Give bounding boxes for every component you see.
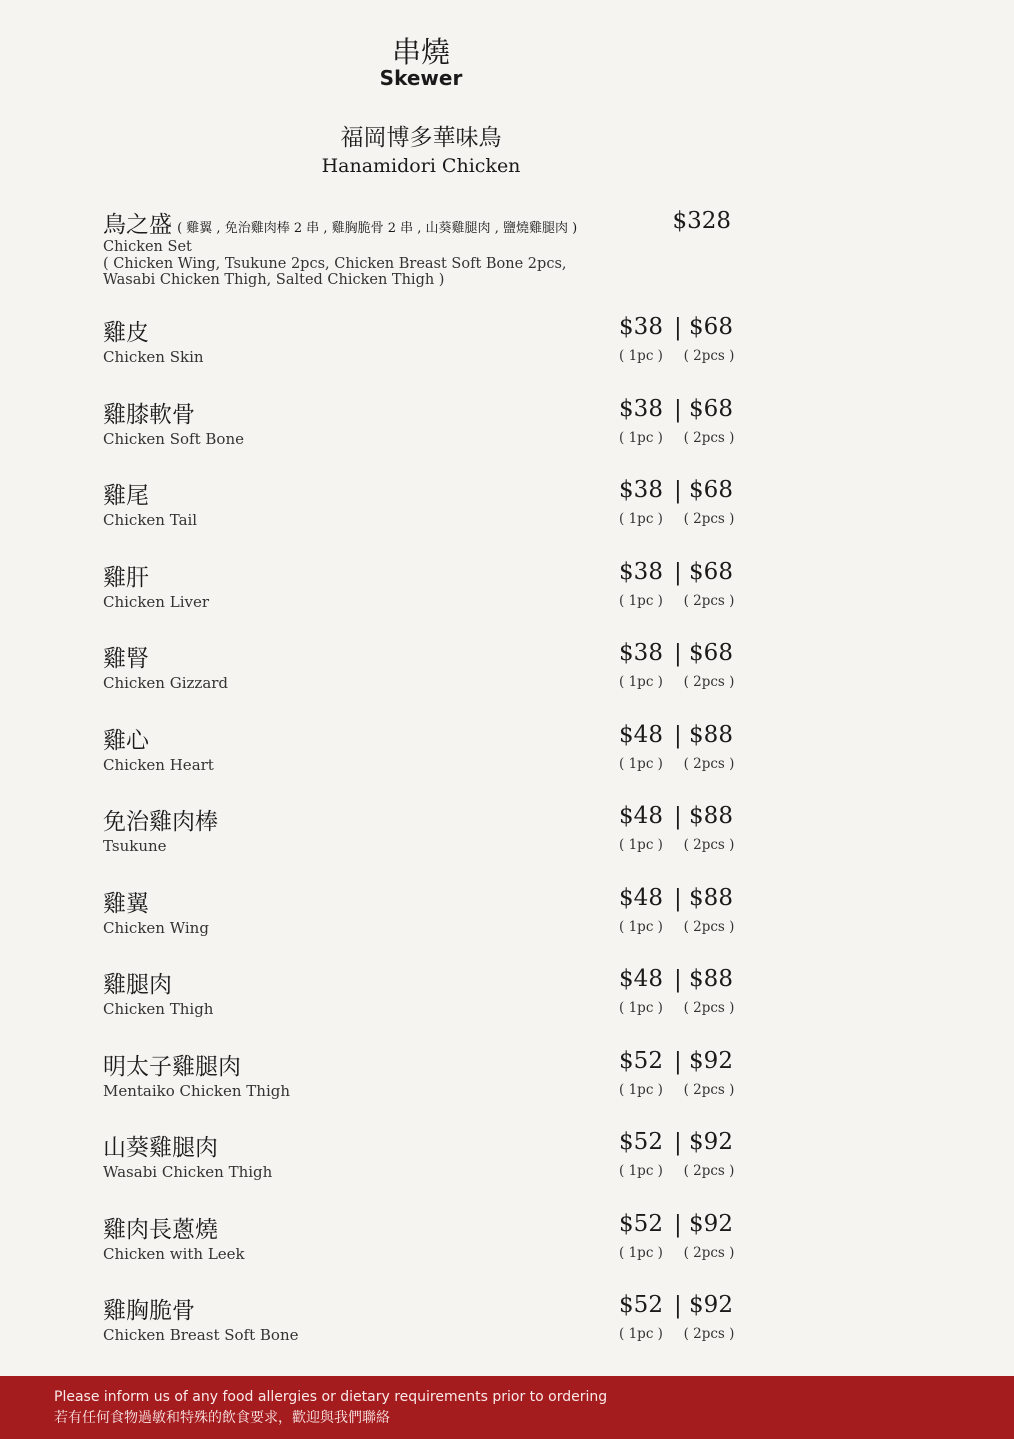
- price-separator: |: [674, 1049, 682, 1075]
- price-separator: |: [674, 315, 682, 341]
- unit-1pc: ( 1pc ): [619, 837, 663, 853]
- item-name-zh: 雞胸脆骨: [103, 1298, 195, 1324]
- item-name-zh: 免治雞肉棒: [103, 809, 218, 835]
- item-name-zh: 明太子雞腿肉: [103, 1054, 241, 1080]
- unit-2pcs: ( 2pcs ): [683, 593, 735, 609]
- price-separator: |: [674, 397, 682, 423]
- unit-2pcs: ( 2pcs ): [683, 348, 735, 364]
- set-name-en: Chicken Set: [103, 239, 192, 255]
- page-title-en: Skewer: [379, 66, 463, 90]
- price-separator: |: [674, 478, 682, 504]
- item-prices: [619, 885, 739, 945]
- unit-1pc: ( 1pc ): [619, 756, 663, 772]
- price-separator: |: [674, 723, 682, 749]
- item-prices: [619, 396, 739, 456]
- item-prices: [619, 1211, 739, 1271]
- menu-item: [103, 1048, 743, 1108]
- price-2pcs: $68: [689, 396, 733, 422]
- set-contents-en-line-2: Wasabi Chicken Thigh, Salted Chicken Thigh ): [103, 272, 445, 288]
- item-name-en: Chicken Soft Bone: [103, 430, 244, 448]
- unit-1pc: ( 1pc ): [619, 1000, 663, 1016]
- price-2pcs: $88: [689, 803, 733, 829]
- set-contents-zh: ( 雞翼 , 免治雞肉棒 2 串 , 雞胸脆骨 2 串 , 山葵雞腿肉 , 鹽燒雞腿肉 ): [177, 221, 578, 236]
- price-1pc: $48: [619, 885, 663, 911]
- section-title-zh: 福岡博多華味鳥: [340, 125, 502, 151]
- price-1pc: $38: [619, 640, 663, 666]
- item-name-en: Mentaiko Chicken Thigh: [103, 1082, 291, 1100]
- item-name-en: Chicken Tail: [103, 511, 198, 529]
- price-separator: |: [674, 1212, 682, 1238]
- menu-item: [103, 1292, 743, 1352]
- price-1pc: $52: [619, 1211, 663, 1237]
- unit-1pc: ( 1pc ): [619, 1326, 663, 1342]
- item-name-en: Chicken Breast Soft Bone: [103, 1326, 299, 1344]
- menu-item: [103, 1211, 743, 1271]
- unit-1pc: ( 1pc ): [619, 593, 663, 609]
- price-separator: |: [674, 560, 682, 586]
- price-separator: |: [674, 804, 682, 830]
- price-2pcs: $68: [689, 314, 733, 340]
- unit-2pcs: ( 2pcs ): [683, 1000, 735, 1016]
- item-prices: [619, 640, 739, 700]
- section-title-en: Hanamidori Chicken: [321, 155, 521, 177]
- unit-1pc: ( 1pc ): [619, 511, 663, 527]
- item-name-en: Chicken Heart: [103, 756, 214, 774]
- item-prices: [619, 477, 739, 537]
- unit-1pc: ( 1pc ): [619, 1245, 663, 1261]
- price-1pc: $48: [619, 803, 663, 829]
- price-separator: |: [674, 641, 682, 667]
- unit-2pcs: ( 2pcs ): [683, 1163, 735, 1179]
- set-price: $328: [672, 208, 731, 234]
- price-separator: |: [674, 1130, 682, 1156]
- unit-2pcs: ( 2pcs ): [683, 430, 735, 446]
- item-name-en: Chicken Skin: [103, 348, 204, 366]
- page-title-zh: 串燒: [391, 35, 450, 69]
- item-prices: [619, 722, 739, 782]
- price-separator: |: [674, 886, 682, 912]
- menu-item: [103, 966, 743, 1026]
- price-1pc: $52: [619, 1048, 663, 1074]
- unit-2pcs: ( 2pcs ): [683, 1082, 735, 1098]
- set-contents-en-line-1: ( Chicken Wing, Tsukune 2pcs, Chicken Breast Soft Bone 2pcs,: [103, 255, 567, 272]
- item-prices: [619, 966, 739, 1026]
- price-separator: |: [674, 1293, 682, 1319]
- unit-1pc: ( 1pc ): [619, 348, 663, 364]
- unit-2pcs: ( 2pcs ): [683, 919, 735, 935]
- item-prices: [619, 559, 739, 619]
- menu-item: [103, 722, 743, 782]
- unit-2pcs: ( 2pcs ): [683, 756, 735, 772]
- item-prices: [619, 1048, 739, 1108]
- unit-2pcs: ( 2pcs ): [683, 674, 735, 690]
- unit-1pc: ( 1pc ): [619, 919, 663, 935]
- item-name-en: Chicken Liver: [103, 593, 210, 611]
- price-1pc: $52: [619, 1292, 663, 1318]
- price-2pcs: $88: [689, 966, 733, 992]
- price-1pc: $38: [619, 477, 663, 503]
- item-name-zh: 雞心: [103, 728, 149, 754]
- item-name-zh: 雞皮: [103, 320, 149, 346]
- price-2pcs: $88: [689, 722, 733, 748]
- price-2pcs: $68: [689, 477, 733, 503]
- price-2pcs: $92: [689, 1292, 733, 1318]
- menu-item: [103, 1129, 743, 1189]
- price-2pcs: $92: [689, 1211, 733, 1237]
- price-1pc: $38: [619, 396, 663, 422]
- unit-2pcs: ( 2pcs ): [683, 511, 735, 527]
- item-name-en: Wasabi Chicken Thigh: [103, 1163, 273, 1181]
- menu-item: [103, 477, 743, 537]
- price-2pcs: $68: [689, 640, 733, 666]
- menu-item: [103, 559, 743, 619]
- price-1pc: $48: [619, 722, 663, 748]
- price-1pc: $48: [619, 966, 663, 992]
- menu-item: [103, 314, 743, 374]
- price-2pcs: $68: [689, 559, 733, 585]
- unit-2pcs: ( 2pcs ): [683, 1326, 735, 1342]
- price-separator: |: [674, 967, 682, 993]
- price-2pcs: $88: [689, 885, 733, 911]
- unit-2pcs: ( 2pcs ): [683, 1245, 735, 1261]
- price-1pc: $38: [619, 314, 663, 340]
- unit-1pc: ( 1pc ): [619, 430, 663, 446]
- unit-1pc: ( 1pc ): [619, 1163, 663, 1179]
- item-name-zh: 雞肉長蔥燒: [103, 1217, 218, 1243]
- menu-item: [103, 803, 743, 863]
- item-name-zh: 雞膝軟骨: [103, 402, 195, 428]
- item-name-en: Chicken Gizzard: [103, 674, 229, 692]
- item-name-zh: 雞肝: [103, 565, 149, 591]
- menu-item: [103, 885, 743, 945]
- item-name-zh: 雞腎: [103, 646, 149, 672]
- price-2pcs: $92: [689, 1048, 733, 1074]
- item-name-en: Tsukune: [103, 837, 167, 855]
- price-1pc: $52: [619, 1129, 663, 1155]
- unit-1pc: ( 1pc ): [619, 1082, 663, 1098]
- item-name-zh: 雞尾: [103, 483, 149, 509]
- item-name-en: Chicken with Leek: [103, 1245, 245, 1263]
- item-name-en: Chicken Thigh: [103, 1000, 214, 1018]
- item-prices: [619, 1292, 739, 1352]
- unit-1pc: ( 1pc ): [619, 674, 663, 690]
- item-name-zh: 山葵雞腿肉: [103, 1135, 218, 1161]
- item-name-en: Chicken Wing: [103, 919, 209, 937]
- item-name-zh: 雞腿肉: [103, 972, 172, 998]
- menu-item: [103, 396, 743, 456]
- item-prices: [619, 803, 739, 863]
- item-prices: [619, 1129, 739, 1189]
- set-menu-item: [103, 206, 743, 289]
- footer-bar: [0, 1376, 1014, 1439]
- unit-2pcs: ( 2pcs ): [683, 837, 735, 853]
- set-name-zh: 鳥之盛: [103, 212, 172, 238]
- menu-item: [103, 640, 743, 700]
- item-prices: [619, 314, 739, 374]
- item-name-zh: 雞翼: [103, 891, 149, 917]
- price-2pcs: $92: [689, 1129, 733, 1155]
- price-1pc: $38: [619, 559, 663, 585]
- footer-notice-en: Please inform us of any food allergies or dietary requirements prior to ordering: [54, 1389, 608, 1405]
- footer-notice-zh: 若有任何食物過敏和特殊的飲食要求，歡迎與我們聯絡: [54, 1410, 390, 1426]
